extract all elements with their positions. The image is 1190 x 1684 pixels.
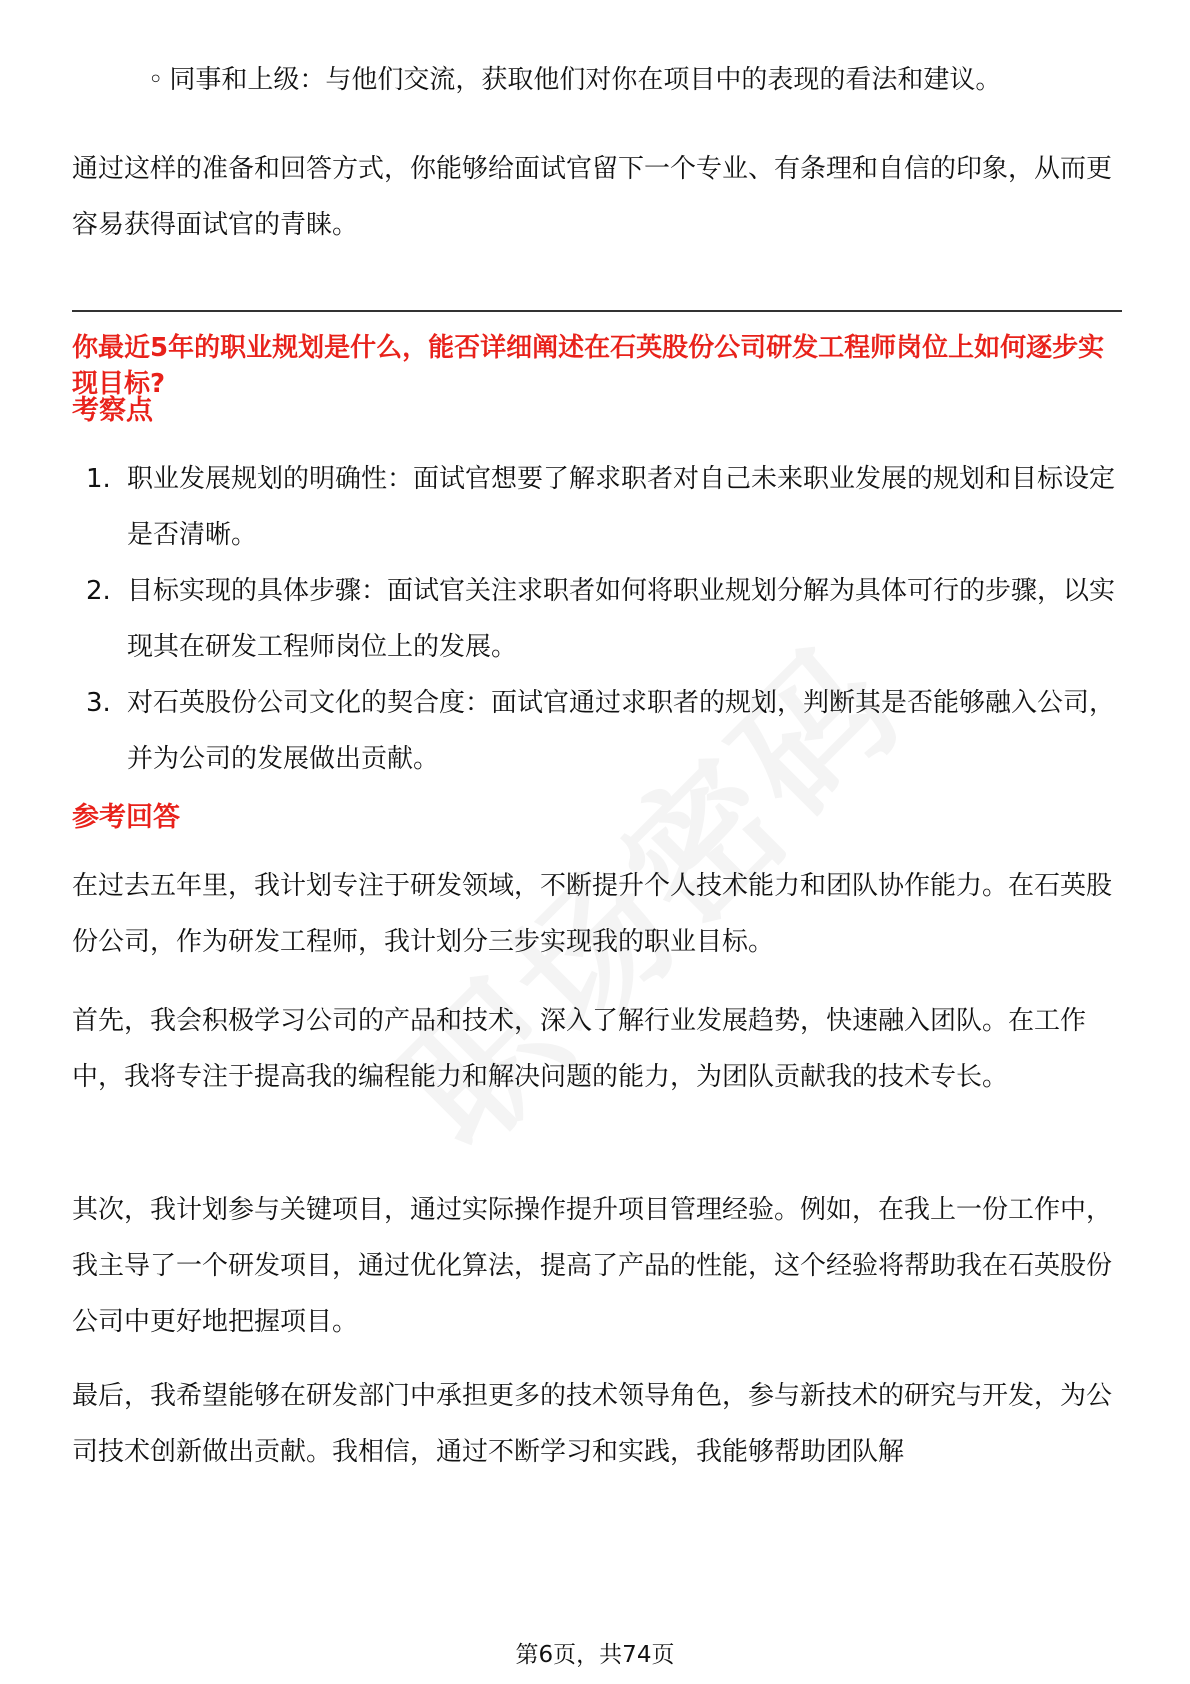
list-item [72, 451, 1122, 563]
list-item-number: 1. [86, 464, 111, 494]
examination-heading: 考察点 [72, 395, 153, 426]
list-item-text: 职业发展规划的明确性：面试官想要了解求职者对自己未来职业发展的规划和目标设定是否清晰。 [127, 464, 1116, 550]
bullet-marker: ◦ [148, 65, 164, 95]
list-item-text: 对石英股份公司文化的契合度：面试官通过求职者的规划，判断其是否能够融入公司，并为公司的发展做出贡献。 [127, 688, 1116, 774]
answer-heading: 参考回答 [72, 802, 180, 833]
answer-paragraph: 在过去五年里，我计划专注于研发领域，不断提升个人技术能力和团队协作能力。在石英股份公司，作为研发工程师，我计划分三步实现我的职业目标。 [72, 871, 1113, 957]
answer-paragraph: 其次，我计划参与关键项目，通过实际操作提升项目管理经验。例如，在我上一份工作中，我主导了一个研发项目，通过优化算法，提高了产品的性能，这个经验将帮助我在石英股份公司中更好地把握项目。 [72, 1195, 1113, 1337]
bullet-text: 同事和上级：与他们交流，获取他们对你在项目中的表现的看法和建议。 [169, 65, 1002, 95]
section-divider [72, 310, 1122, 312]
list-item-text: 目标实现的具体步骤：面试官关注求职者如何将职业规划分解为具体可行的步骤，以实现其在研发工程师岗位上的发展。 [127, 576, 1116, 662]
question-heading: 你最近5年的职业规划是什么，能否详细阐述在石英股份公司研发工程师岗位上如何逐步实现目标? [72, 333, 1105, 399]
page-footer: 第6页，共74页 [515, 1642, 675, 1668]
list-item [72, 675, 1122, 787]
list-item-number: 3. [86, 688, 111, 718]
examination-list [72, 451, 1122, 787]
answer-paragraph: 首先，我会积极学习公司的产品和技术，深入了解行业发展趋势，快速融入团队。在工作中，我将专注于提高我的编程能力和解决问题的能力，为团队贡献我的技术专长。 [72, 1006, 1087, 1092]
bullet-item [148, 52, 1001, 108]
list-item-number: 2. [86, 576, 111, 606]
answer-paragraph: 最后，我希望能够在研发部门中承担更多的技术领导角色，参与新技术的研究与开发，为公司技术创新做出贡献。我相信，通过不断学习和实践，我能够帮助团队解 [72, 1381, 1113, 1467]
intro-paragraph: 通过这样的准备和回答方式，你能够给面试官留下一个专业、有条理和自信的印象，从而更容易获得面试官的青睐。 [72, 154, 1113, 240]
list-item [72, 563, 1122, 675]
